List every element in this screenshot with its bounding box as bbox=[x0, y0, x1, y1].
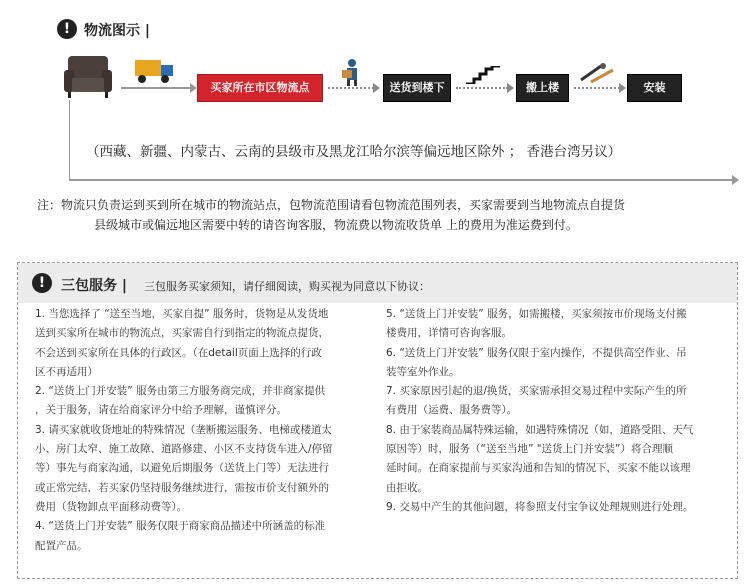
terms-line: 配置产品。 bbox=[35, 539, 88, 552]
exclamation-icon: ! bbox=[57, 19, 77, 39]
terms-line: 延时间。在商家提前与买家沟通和告知的情况下，买家不能以该理 bbox=[386, 462, 691, 475]
flow-arrow-long bbox=[69, 179, 733, 181]
service-title: 三包服务 | bbox=[61, 278, 127, 294]
flow-arrow-dotted bbox=[574, 87, 620, 89]
flow-arrow-dotted bbox=[456, 87, 508, 89]
stairs-icon bbox=[466, 66, 500, 84]
terms-line: 楼费用，详情可咨询客服。 bbox=[386, 327, 512, 340]
terms-line: 原因等）时，服务（“送至当地” "送货上门并安装”）将合理顺 bbox=[386, 443, 673, 456]
terms-line: 有费用（运费、服务费等）。 bbox=[386, 404, 518, 417]
page-title: 物流图示 | bbox=[84, 23, 150, 39]
terms-line: 8. 由于家装商品属特殊运输，如遇特殊情况（如，道路受阻、天气 bbox=[386, 423, 694, 436]
truck-icon bbox=[135, 58, 175, 84]
flow-step-carry-upstairs: 搬上楼 bbox=[516, 74, 569, 102]
terms-line: 由拒收。 bbox=[386, 481, 428, 494]
flow-step-install: 安装 bbox=[627, 74, 682, 102]
terms-line: 1. 当您选择了 “送至当地，买家自提” 服务时，货物是从发货地 bbox=[35, 308, 329, 320]
terms-line: 6. “送货上门并安装” 服务仅限于室内操作，不提供高空作业、吊 bbox=[386, 346, 687, 359]
sofa-icon bbox=[64, 54, 112, 100]
terms-line: 不会送到买家所在具体的行政区。（在detail页面上选择的行政 bbox=[35, 346, 322, 359]
service-terms-right bbox=[386, 305, 731, 517]
service-box bbox=[17, 262, 738, 579]
note-line-2: 县级城市或偏远地区需要中转的请咨询客服，物流费以物流收货单 上的费用为准运费到付。 bbox=[94, 218, 578, 232]
service-terms-left bbox=[35, 305, 380, 556]
terms-line: 送到买家所在城市的物流点，买家需自行到指定的物流点提货， bbox=[35, 327, 329, 340]
connector-line bbox=[69, 100, 70, 180]
terms-line: 等）事先与商家沟通，以避免后期服务（送货上门等）无法进行 bbox=[35, 462, 329, 475]
tools-icon bbox=[579, 62, 615, 84]
flow-arrow-dotted bbox=[328, 87, 374, 89]
note-line-1: 注：物流只负责运到买到所在城市的物流站点，包物流范围请看包物流范围列表，买家需要到当地物流点自提货 bbox=[37, 198, 626, 212]
flow-arrow bbox=[121, 87, 191, 89]
terms-line: 3. 请买家就收货地址的特殊情况（垄断搬运服务、电梯或楼道太 bbox=[35, 423, 332, 436]
terms-line: 2. “送货上门并安装” 服务由第三方服务商完成，并非商家提供 bbox=[35, 385, 326, 398]
terms-line: 区不再适用） bbox=[35, 365, 98, 378]
terms-line: ，关于服务，请在给商家评分中给予理解，谨慎评分。 bbox=[35, 404, 287, 417]
courier-icon bbox=[339, 58, 365, 86]
terms-line: 或正常完结，若买家仍坚持服务继续进行，需按市价支付额外的 bbox=[35, 481, 329, 494]
flow-step-deliver-downstairs: 送货到楼下 bbox=[383, 74, 451, 102]
service-subtitle: 三包服务买家须知，请仔细阅读，购买视为同意以下协议： bbox=[144, 280, 430, 293]
terms-line: 5. “送货上门并安装” 服务，如需搬楼，买家须按市价现场支付搬 bbox=[386, 308, 687, 320]
terms-line: 装等室外作业。 bbox=[386, 365, 460, 378]
terms-line: 9. 交易中产生的其他问题，将参照支付宝争议处理规则进行处理。 bbox=[386, 500, 694, 513]
terms-line: 小、房门太窄、施工故障、道路修建、小区不支持货车进入/停留 bbox=[35, 443, 333, 456]
terms-line: 4. “送货上门并安装” 服务仅限于商家商品描述中所涵盖的标准 bbox=[35, 520, 326, 533]
terms-line: 7. 买家原因引起的退/换货，买家需承担交易过程中实际产生的所 bbox=[386, 385, 687, 398]
flow-step-local-depot: 买家所在市区物流点 bbox=[197, 74, 323, 102]
exclamation-icon: ! bbox=[32, 273, 52, 293]
flow-remark: （西藏、新疆、内蒙古、云南的县级市及黑龙江哈尔滨等偏远地区除外 ； 香港台湾另议） bbox=[86, 144, 622, 160]
terms-line: 费用（货物卸点平面移动费等）。 bbox=[35, 500, 188, 513]
